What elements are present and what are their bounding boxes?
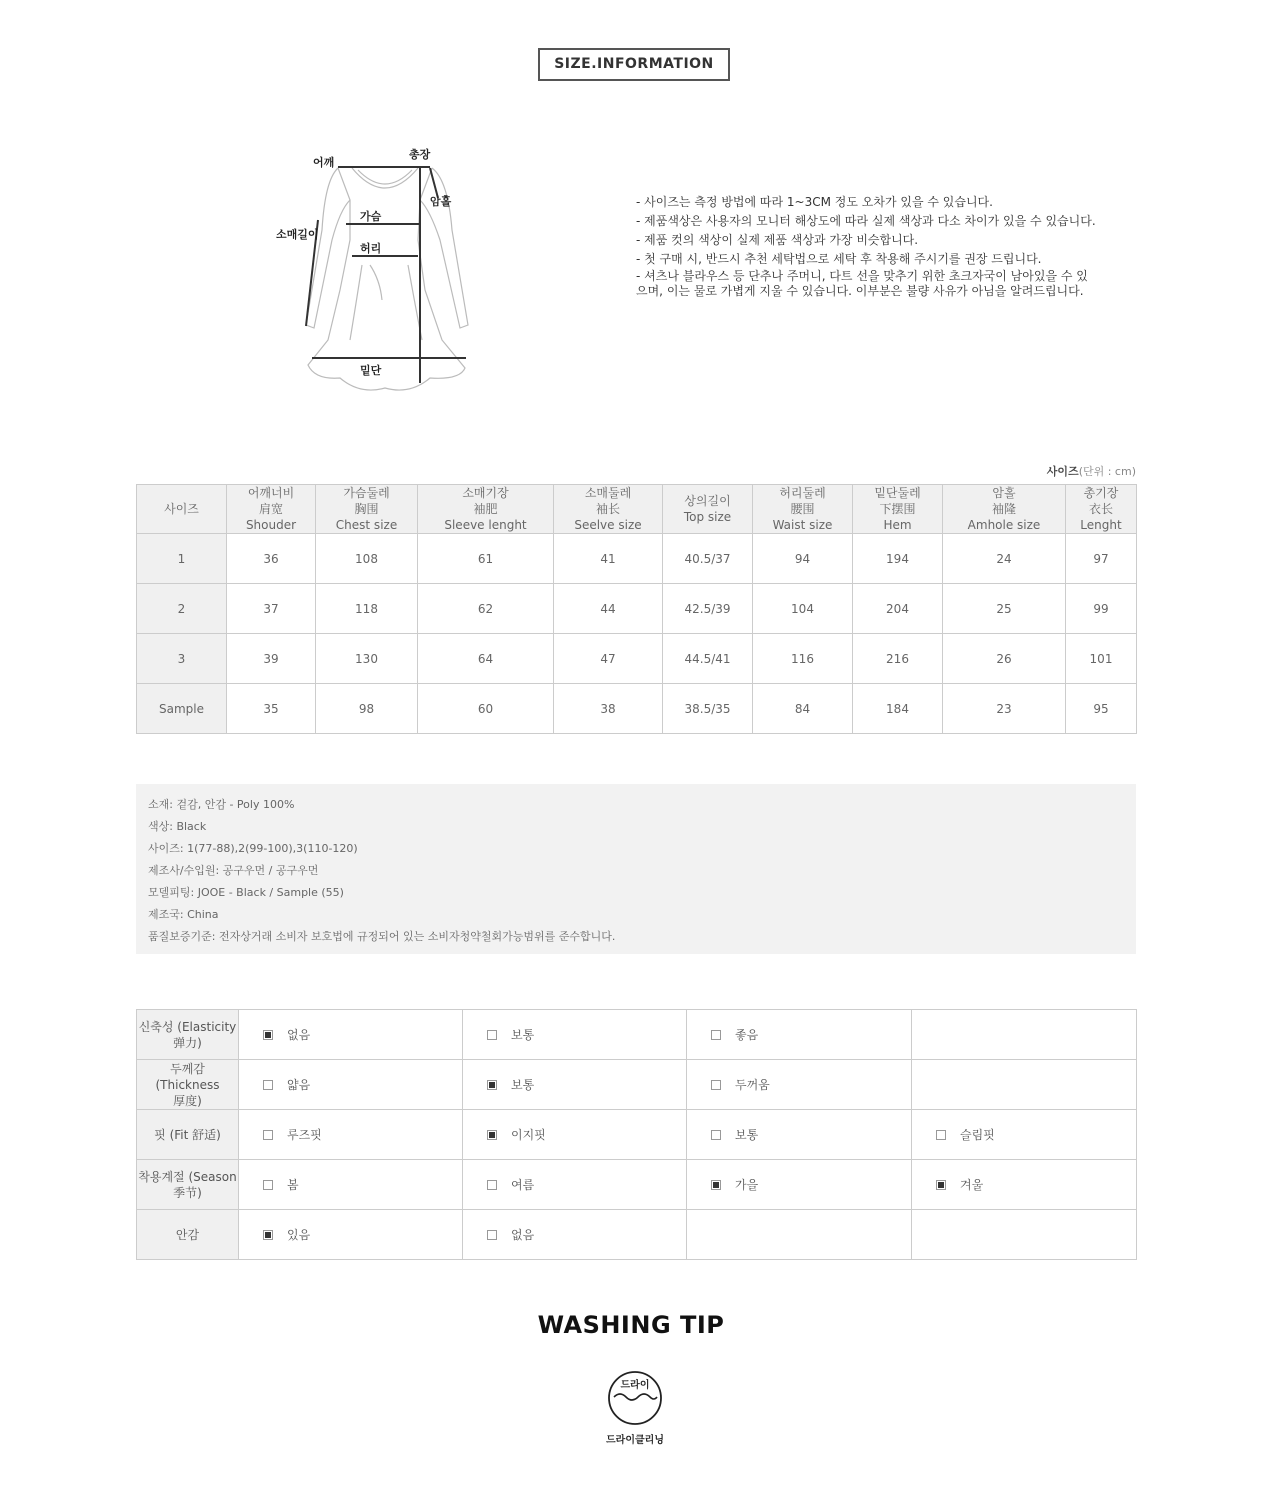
attribute-label-line: 季节) [173,1185,202,1200]
size-cell: 42.5/39 [663,584,753,634]
label-sleeve: 소매길이 [276,228,319,241]
attribute-option-label: 얇음 [287,1078,311,1092]
attribute-label [137,1210,239,1260]
unchecked-checkbox-icon[interactable] [263,1130,273,1140]
attribute-row [137,1160,1137,1210]
attribute-row [137,1010,1137,1060]
size-col-header-line: 袖隆 [991,502,1016,516]
size-col-header-line: Waist size [772,518,833,532]
size-cell: 95 [1066,684,1137,734]
attribute-option-label: 좋음 [735,1028,759,1042]
size-col-header-line: Seelve size [574,518,642,532]
size-cell: 60 [418,684,554,734]
info-line: 모델피팅: JOOE - Black / Sample (55) [148,886,344,899]
attribute-option-label: 슬림핏 [960,1128,995,1142]
info-line: 색상: Black [148,820,207,833]
attribute-option-cell [239,1110,463,1160]
label-hem: 밑단 [360,364,382,377]
attribute-option-cell [687,1010,912,1060]
size-cell: 184 [853,684,943,734]
size-cell: 24 [943,534,1066,584]
attribute-option-cell [912,1210,1137,1260]
size-row [137,534,1137,584]
size-col-header [227,485,316,534]
size-col-header [1066,485,1137,534]
size-cell: 94 [753,534,853,584]
size-cell: 204 [853,584,943,634]
size-col-header-line: Lenght [1080,518,1122,532]
size-col-header-line: 胸围 [354,502,379,516]
attribute-option-label: 겨울 [960,1178,984,1192]
attribute-option-cell [463,1060,687,1110]
attribute-label [137,1160,239,1210]
size-cell: 47 [554,634,663,684]
attribute-label [137,1010,239,1060]
size-col-header-line: 肩宽 [258,502,283,516]
washing-title: WASHING TIP [537,1311,725,1339]
attribute-label-line: 신축성 (Elasticity [138,1019,237,1034]
size-cell: 62 [418,584,554,634]
attribute-option-cell [463,1110,687,1160]
attribute-option-cell [912,1110,1137,1160]
unchecked-checkbox-icon[interactable] [711,1130,721,1140]
attribute-option-label: 보통 [511,1028,535,1042]
attribute-option-label: 보통 [735,1128,759,1142]
size-col-header-line: Sleeve lenght [444,518,527,532]
size-cell: 44.5/41 [663,634,753,684]
size-col-header-line: 가슴둘레 [343,486,390,500]
info-line: 제조사/수입원: 공구우먼 / 공구우먼 [148,864,319,877]
size-row-label: 3 [137,634,227,684]
checked-checkbox-icon[interactable] [487,1130,497,1140]
unchecked-checkbox-icon[interactable] [487,1030,497,1040]
size-cell: 104 [753,584,853,634]
size-col-header-line: 소매둘레 [584,486,632,500]
size-col-header-line: 袖长 [595,502,620,516]
note-line: - 사이즈는 측정 방법에 따라 1~3CM 정도 오차가 있을 수 있습니다. [636,195,993,209]
attribute-option-cell [239,1010,463,1060]
size-notes [636,193,1126,299]
attribute-option-cell [912,1010,1137,1060]
attribute-option-label: 있음 [287,1228,311,1242]
attribute-option-label: 없음 [287,1028,311,1042]
size-cell: 38.5/35 [663,684,753,734]
attribute-label-line: 弹力) [173,1035,202,1050]
size-row-label: Sample [137,684,227,734]
unchecked-checkbox-icon[interactable] [936,1130,946,1140]
attribute-option-label: 두꺼움 [735,1078,770,1092]
size-col-header-line: 下摆围 [879,502,916,516]
attribute-label-line: 厚度) [173,1093,202,1108]
attribute-label-line: 안감 [175,1227,200,1242]
size-row [137,634,1137,684]
attribute-option-cell [687,1110,912,1160]
product-info [136,784,1136,954]
info-line: 사이즈: 1(77-88),2(99-100),3(110-120) [148,842,358,855]
attribute-option-cell [239,1060,463,1110]
size-col-header [943,485,1066,534]
size-col-header [137,485,227,534]
size-cell: 39 [227,634,316,684]
size-col-header [753,485,853,534]
attribute-option-label: 이지핏 [511,1128,546,1142]
checked-checkbox-icon[interactable] [711,1180,721,1190]
note-line: - 셔츠나 블라우스 등 단추나 주머니, 다트 선을 맞추기 위한 초크자국이 남아있을 수 있 [636,269,1088,283]
size-cell: 97 [1066,534,1137,584]
attribute-table [136,1009,1137,1260]
unchecked-checkbox-icon[interactable] [487,1180,497,1190]
attribute-label-line: 착용계절 (Season [138,1169,237,1184]
size-col-header-line: Top size [683,510,732,524]
note-line: 으며, 이는 물로 가볍게 지울 수 있습니다. 이부분은 불량 사유가 아님을 알려드립니다. [636,284,1084,298]
attribute-row [137,1110,1137,1160]
size-col-header-line: 상의길이 [684,494,731,508]
dry-clean-icon-text: 드라이 [620,1380,650,1391]
size-col-header-line: Chest size [335,518,398,532]
attribute-label-line: 핏 (Fit 舒适) [154,1127,221,1142]
size-col-header-line: 腰围 [790,502,815,516]
size-cell: 26 [943,634,1066,684]
label-armhole: 암홀 [430,195,452,208]
size-cell: 130 [316,634,418,684]
size-col-header-line: 사이즈 [164,502,199,516]
attribute-option-cell [239,1210,463,1260]
size-col-header-line: 소매기장 [462,486,509,500]
size-cell: 118 [316,584,418,634]
size-cell: 23 [943,684,1066,734]
attribute-label [137,1060,239,1110]
checked-checkbox-icon[interactable] [263,1030,273,1040]
size-cell: 61 [418,534,554,584]
label-chest: 가슴 [360,210,382,223]
attribute-option-label: 여름 [511,1178,535,1192]
size-col-header-line: 암홀 [992,486,1016,500]
size-col-header [316,485,418,534]
attribute-option-cell [239,1160,463,1210]
attribute-option-cell [687,1160,912,1210]
size-col-header-line: 허리둘레 [779,486,826,500]
unit-note [1047,463,1136,479]
size-row-label: 1 [137,534,227,584]
attribute-option-label: 루즈핏 [287,1128,322,1142]
info-line: 품질보증기준: 전자상거래 소비자 보호법에 규정되어 있는 소비자청약철회가능범위를 준수합니다. [148,930,616,943]
note-line: - 제품색상은 사용자의 모니터 해상도에 따라 실제 색상과 다소 차이가 있을 수 있습니다. [636,214,1096,228]
size-cell: 35 [227,684,316,734]
checked-checkbox-icon[interactable] [263,1230,273,1240]
size-col-header [418,485,554,534]
size-table [136,484,1137,734]
size-col-header [853,485,943,534]
size-cell: 98 [316,684,418,734]
dry-clean-icon [606,1371,664,1431]
unit-label: 사이즈 [1046,465,1079,478]
size-col-header-line: 袖肥 [473,502,498,516]
info-line: 소재: 겉감, 안감 - Poly 100% [148,798,295,811]
size-row [137,684,1137,734]
size-row-label: 2 [137,584,227,634]
attribute-option-cell [687,1210,912,1260]
size-cell: 116 [753,634,853,684]
attribute-row [137,1060,1137,1110]
attribute-option-label: 가을 [735,1178,759,1192]
attribute-option-cell [912,1160,1137,1210]
unchecked-checkbox-icon[interactable] [711,1030,721,1040]
unit-text: (단위 : cm) [1078,465,1136,478]
label-shoulder: 어깨 [313,156,335,169]
size-cell: 36 [227,534,316,584]
size-cell: 108 [316,534,418,584]
note-line: - 첫 구매 시, 반드시 추천 세탁법으로 세탁 후 착용해 주시기를 권장 드립니다. [636,252,1042,266]
size-col-header-line: 어깨너비 [247,486,295,500]
label-length: 총장 [409,148,431,161]
size-col-header-line: 衣长 [1088,502,1113,516]
checked-checkbox-icon[interactable] [936,1180,946,1190]
checked-checkbox-icon[interactable] [487,1080,497,1090]
attribute-option-cell [463,1010,687,1060]
size-cell: 99 [1066,584,1137,634]
size-cell: 40.5/37 [663,534,753,584]
size-col-header-line: Hem [883,518,912,532]
attribute-label-line: 두께감 (Thickness [155,1061,220,1092]
attribute-option-label: 없음 [511,1228,535,1242]
unchecked-checkbox-icon[interactable] [263,1080,273,1090]
size-cell: 64 [418,634,554,684]
size-col-header-line: 밑단둘레 [874,486,921,500]
size-cell: 25 [943,584,1066,634]
size-col-header-line: Amhole size [967,518,1041,532]
garment-diagram [270,140,490,410]
washing-label: 드라이클리닝 [606,1435,664,1446]
attribute-label [137,1110,239,1160]
section-title: SIZE.INFORMATION [538,48,730,81]
size-cell: 101 [1066,634,1137,684]
attribute-option-label: 보통 [511,1078,535,1092]
info-line: 제조국: China [148,908,219,921]
unchecked-checkbox-icon[interactable] [487,1230,497,1240]
size-cell: 194 [853,534,943,584]
size-row [137,584,1137,634]
attribute-option-cell [687,1060,912,1110]
unchecked-checkbox-icon[interactable] [711,1080,721,1090]
size-cell: 38 [554,684,663,734]
size-cell: 41 [554,534,663,584]
size-col-header [663,485,753,534]
attribute-option-cell [912,1060,1137,1110]
size-cell: 37 [227,584,316,634]
attribute-option-label: 봄 [287,1178,299,1192]
unchecked-checkbox-icon[interactable] [263,1180,273,1190]
attribute-row [137,1210,1137,1260]
size-col-header-line: 총기장 [1083,486,1119,500]
note-line: - 제품 컷의 색상이 실제 제품 색상과 가장 비슷합니다. [636,233,919,247]
size-cell: 216 [853,634,943,684]
size-col-header [554,485,663,534]
attribute-option-cell [463,1210,687,1260]
size-cell: 84 [753,684,853,734]
size-cell: 44 [554,584,663,634]
size-col-header-line: Shouder [245,518,297,532]
attribute-option-cell [463,1160,687,1210]
label-waist: 허리 [360,242,382,255]
